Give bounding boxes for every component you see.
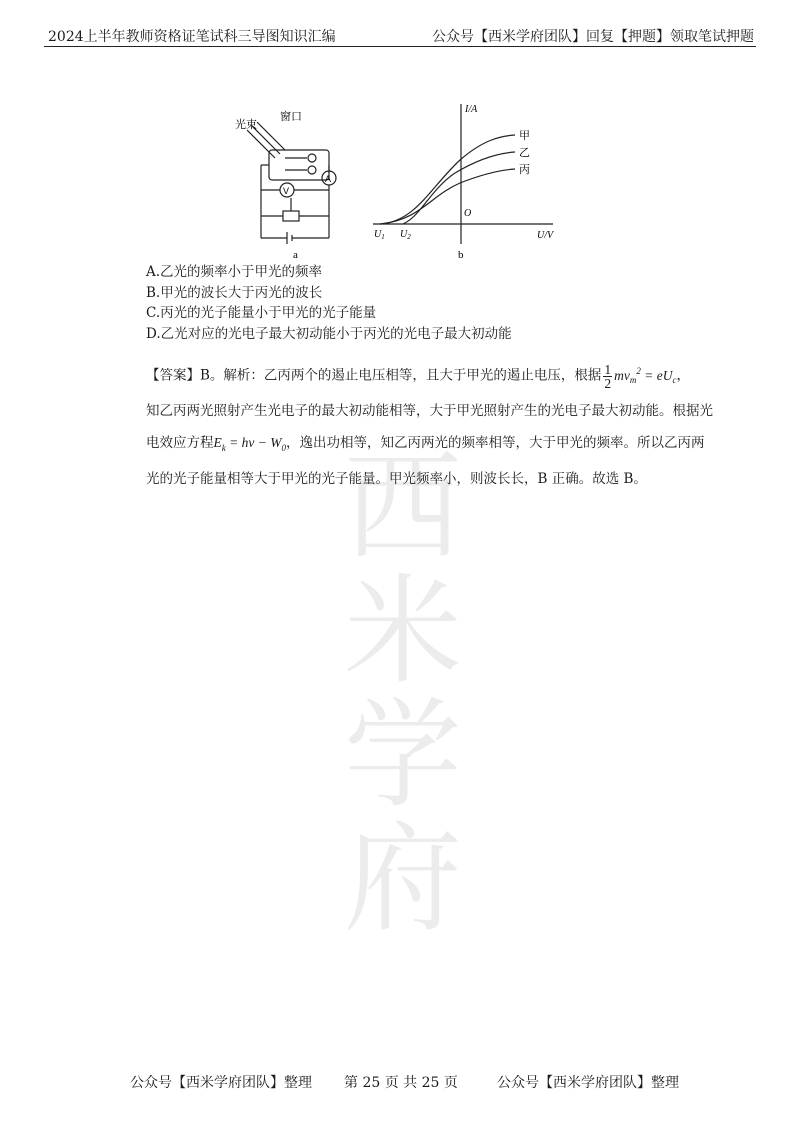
graph-caption: b	[458, 249, 464, 261]
origin-label: O	[464, 208, 472, 219]
voltmeter-label: V	[283, 186, 290, 196]
ammeter-label: A	[325, 174, 332, 184]
phototube	[269, 150, 329, 180]
answer-line-4: 光的光子能量相等大于甲光的光子能量。甲光频率小，则波长长，B 正确。故选 B。	[146, 470, 647, 487]
curve-yi	[403, 152, 515, 224]
curve-bing	[380, 169, 515, 224]
option-a: A.乙光的频率小于甲光的频率	[146, 264, 323, 280]
u2-label: $U_2$	[400, 229, 411, 241]
electron-symbol	[308, 166, 316, 174]
figure-photoelectric	[225, 98, 555, 267]
answer-options	[146, 262, 512, 344]
formula-kinetic-energy: $mv_m^2 = eU_c$	[614, 366, 677, 386]
light-label: 光束	[235, 118, 257, 131]
x-axis-label: U/V	[537, 230, 554, 241]
figure-svg	[225, 98, 555, 263]
fraction-half: $\frac{1}{2}$	[604, 361, 612, 391]
watermark-line-1: 西米	[343, 438, 466, 700]
watermark-line-2: 学府	[343, 686, 466, 948]
answer-explanation	[146, 356, 713, 495]
option-d: D.乙光对应的光电子最大初动能小于丙光的光电子最大初动能	[146, 325, 512, 342]
curve-label-jia: 甲	[519, 129, 530, 142]
footer-left: 公众号【西米学府团队】整理	[130, 1075, 312, 1091]
curve-label-yi: 乙	[519, 146, 530, 159]
answer-line-3: 电效应方程$E_k = h\nu - W_0$，逸出功相等，知乙丙两光的频率相等，大于甲光的频率。所以乙丙两	[146, 435, 705, 453]
formula-photoelectric: $E_k = h\nu - W_0$	[213, 435, 286, 453]
footer-right: 公众号【西米学府团队】整理	[497, 1075, 679, 1091]
answer-text: 【答案】B。解析：乙丙两个的遏止电压相等，且大于甲光的遏止电压，根据	[146, 367, 602, 384]
window-label: 窗口	[280, 110, 302, 123]
answer-line-2: 知乙丙两光照射产生光电子的最大初动能相等，大于甲光照射产生的光电子最大初动能。根据光	[146, 403, 713, 420]
curve-label-bing: 丙	[519, 163, 530, 176]
y-axis-label: I/A	[465, 104, 478, 115]
footer-page-number: 第 25 页 共 25 页	[344, 1075, 458, 1091]
header-title: 2024上半年教师资格证笔试科三导图知识汇编	[48, 29, 336, 45]
page-header	[44, 24, 756, 47]
electron-symbol	[308, 154, 316, 162]
circuit-caption: a	[293, 249, 298, 261]
option-c: C.丙光的光子能量小于甲光的光子能量	[146, 305, 377, 321]
header-promo: 公众号【西米学府团队】回复【押题】领取笔试押题	[432, 29, 754, 45]
rheostat	[283, 211, 299, 221]
circuit-diagram	[247, 122, 336, 244]
watermark	[285, 438, 525, 948]
answer-line-1: 【答案】B。解析：乙丙两个的遏止电压相等，且大于甲光的遏止电压，根据 $\frac{1}{2}$ $mv_m^2 = eU_c$，	[146, 361, 691, 391]
option-b: B.甲光的波长大于丙光的波长	[146, 284, 323, 301]
u1-label: $U_1$	[374, 229, 385, 241]
